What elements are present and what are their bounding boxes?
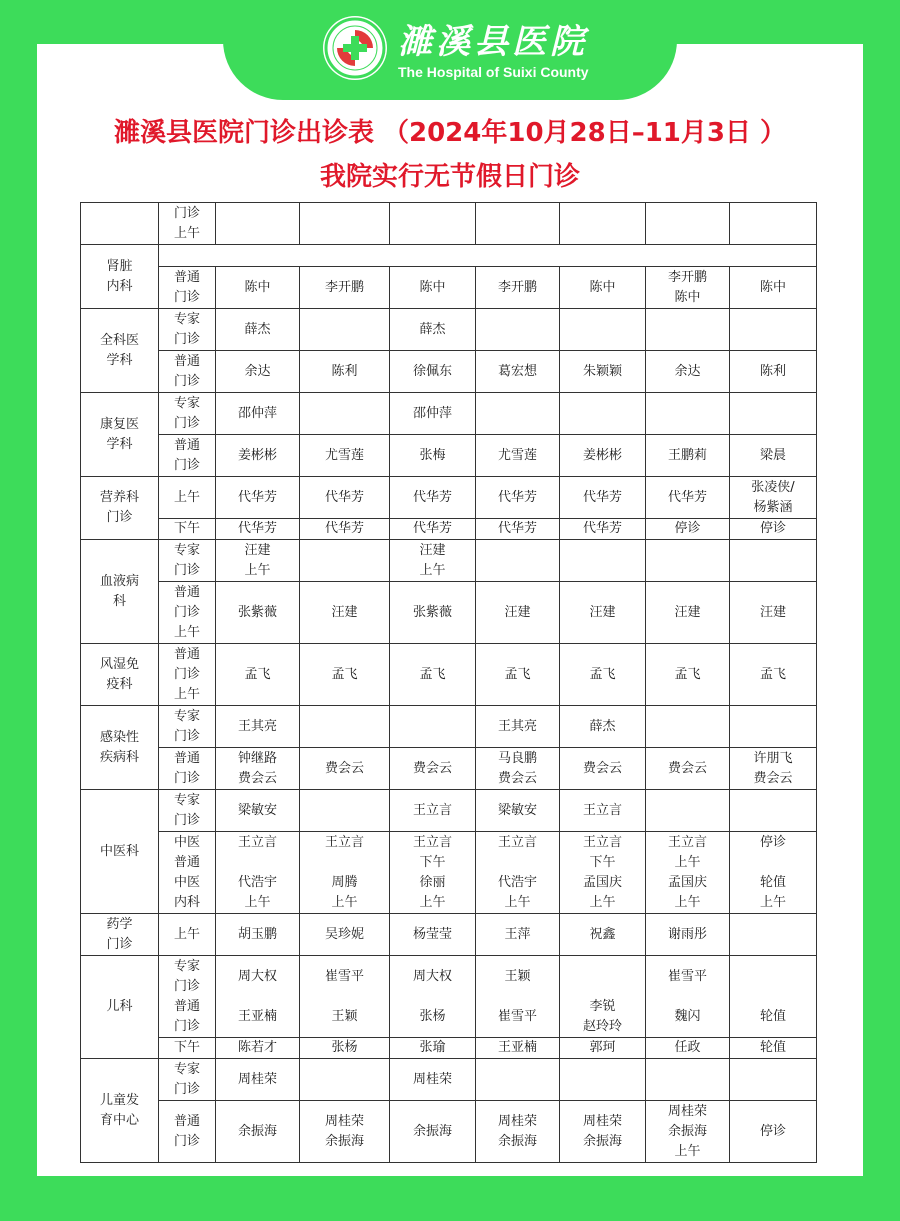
table-cell: 费会云 (560, 748, 646, 790)
table-cell: 钟继路 费会云 (216, 748, 300, 790)
table-cell: 徐佩东 (390, 351, 476, 393)
table-cell: 周桂荣 余振海 上午 (646, 1101, 730, 1163)
table-cell (300, 790, 390, 832)
table-cell: 余达 (646, 351, 730, 393)
table-cell (646, 790, 730, 832)
table-cell: 薛杰 (560, 706, 646, 748)
table-cell: 专家 门诊 普通 门诊 (159, 956, 216, 1038)
table-cell: 李锐 赵玲玲 (560, 956, 646, 1038)
table-cell: 代华芳 (216, 519, 300, 540)
table-cell: 胡玉鹏 (216, 914, 300, 956)
table-cell: 汪建 (300, 582, 390, 644)
table-cell: 薛杰 (390, 309, 476, 351)
table-cell: 许朋飞 费会云 (730, 748, 817, 790)
table-cell: 陈中 (730, 267, 817, 309)
table-row (81, 706, 817, 748)
table-cell: 张紫薇 (390, 582, 476, 644)
table-cell: 孟飞 (390, 644, 476, 706)
table-row (81, 267, 817, 309)
table-cell (560, 540, 646, 582)
department-cell: 全科医 学科 (81, 309, 159, 393)
schedule-title: 濉溪县医院门诊出诊表 （2024年10月28日–11月3日 ） (113, 118, 787, 148)
table-row (81, 956, 817, 1038)
table-cell: 周桂荣 (390, 1059, 476, 1101)
table-cell (390, 706, 476, 748)
table-cell: 代华芳 (476, 477, 560, 519)
table-cell: 余达 (216, 351, 300, 393)
table-cell: 王立言 (390, 790, 476, 832)
table-cell: 下午 (159, 519, 216, 540)
table-cell: 专家 门诊 (159, 393, 216, 435)
table-cell: 周桂荣 (216, 1059, 300, 1101)
table-cell: 王亚楠 (476, 1038, 560, 1059)
table-row (81, 519, 817, 540)
table-cell: 王立言 下午 徐丽 上午 (390, 832, 476, 914)
table-cell (159, 245, 817, 267)
table-cell: 孟飞 (560, 644, 646, 706)
table-cell (560, 309, 646, 351)
table-cell: 王其亮 (216, 706, 300, 748)
table-cell: 汪建 (730, 582, 817, 644)
table-cell (300, 706, 390, 748)
table-cell (476, 393, 560, 435)
table-cell: 尤雪莲 (300, 435, 390, 477)
table-cell: 王立言 下午 孟国庆 上午 (560, 832, 646, 914)
table-cell: 张瑜 (390, 1038, 476, 1059)
table-cell: 上午 (159, 914, 216, 956)
table-cell: 孟飞 (646, 644, 730, 706)
hospital-logo-chinese: 濉溪县医院 (398, 22, 588, 62)
table-cell: 周桂荣 余振海 (300, 1101, 390, 1163)
table-cell: 陈中 (560, 267, 646, 309)
table-cell: 任政 (646, 1038, 730, 1059)
table-cell (300, 393, 390, 435)
table-cell: 马良鹏 费会云 (476, 748, 560, 790)
table-cell: 孟飞 (476, 644, 560, 706)
table-cell (730, 309, 817, 351)
department-cell: 感染性 疾病科 (81, 706, 159, 790)
table-cell: 普通 门诊 (159, 267, 216, 309)
table-row (81, 393, 817, 435)
table-cell: 祝鑫 (560, 914, 646, 956)
table-cell (216, 203, 300, 245)
table-cell: 周大权 王亚楠 (216, 956, 300, 1038)
table-cell: 停诊 轮值 上午 (730, 832, 817, 914)
table-cell: 姜彬彬 (216, 435, 300, 477)
table-cell: 吴珍妮 (300, 914, 390, 956)
table-row (81, 540, 817, 582)
table-cell: 普通 门诊 上午 (159, 582, 216, 644)
table-cell: 孟飞 (300, 644, 390, 706)
table-cell: 代华芳 (216, 477, 300, 519)
table-cell: 专家 门诊 (159, 706, 216, 748)
department-cell: 儿科 (81, 956, 159, 1059)
table-cell: 代华芳 (646, 477, 730, 519)
table-cell: 周桂荣 余振海 (476, 1101, 560, 1163)
table-cell: 崔雪平 魏闪 (646, 956, 730, 1038)
table-cell (730, 790, 817, 832)
table-cell (476, 540, 560, 582)
table-cell (646, 203, 730, 245)
table-cell: 中医 普通 中医 内科 (159, 832, 216, 914)
table-cell: 下午 (159, 1038, 216, 1059)
table-cell: 邵仲萍 (216, 393, 300, 435)
table-cell: 停诊 (730, 1101, 817, 1163)
table-cell: 邵仲萍 (390, 393, 476, 435)
table-cell: 张杨 (300, 1038, 390, 1059)
department-cell: 中医科 (81, 790, 159, 914)
table-row (81, 1038, 817, 1059)
table-cell: 普通 门诊 (159, 435, 216, 477)
table-cell: 余振海 (216, 1101, 300, 1163)
table-cell: 谢雨彤 (646, 914, 730, 956)
table-cell: 陈中 (216, 267, 300, 309)
table-row (81, 748, 817, 790)
table-cell (646, 393, 730, 435)
table-cell: 专家 门诊 (159, 309, 216, 351)
table-cell: 停诊 (730, 519, 817, 540)
table-cell: 李开鹏 (300, 267, 390, 309)
table-cell: 代华芳 (390, 477, 476, 519)
table-cell (81, 203, 159, 245)
table-cell: 专家 门诊 (159, 790, 216, 832)
table-cell (300, 203, 390, 245)
department-cell: 营养科 门诊 (81, 477, 159, 540)
table-cell: 姜彬彬 (560, 435, 646, 477)
table-cell: 代华芳 (560, 477, 646, 519)
table-row (81, 644, 817, 706)
table-cell: 王鹏莉 (646, 435, 730, 477)
table-cell (390, 203, 476, 245)
table-cell (560, 203, 646, 245)
table-cell: 陈中 (390, 267, 476, 309)
table-cell: 郭珂 (560, 1038, 646, 1059)
table-cell (730, 1059, 817, 1101)
table-cell (300, 540, 390, 582)
table-cell: 张梅 (390, 435, 476, 477)
table-cell (646, 540, 730, 582)
table-cell (560, 1059, 646, 1101)
table-row (81, 309, 817, 351)
table-cell (476, 1059, 560, 1101)
table-cell (730, 393, 817, 435)
department-cell: 风湿免 疫科 (81, 644, 159, 706)
table-cell: 王立言 上午 孟国庆 上午 (646, 832, 730, 914)
table-cell: 汪建 (646, 582, 730, 644)
table-cell: 停诊 (646, 519, 730, 540)
table-row (81, 914, 817, 956)
table-row (81, 790, 817, 832)
table-cell: 代华芳 (300, 519, 390, 540)
table-row (81, 435, 817, 477)
table-cell (476, 203, 560, 245)
table-cell: 普通 门诊 (159, 1101, 216, 1163)
table-cell: 朱颖颖 (560, 351, 646, 393)
table-cell: 王立言 代浩宇 上午 (476, 832, 560, 914)
table-cell: 汪建 上午 (216, 540, 300, 582)
table-row (81, 245, 817, 267)
department-cell: 药学 门诊 (81, 914, 159, 956)
table-cell: 陈若才 (216, 1038, 300, 1059)
table-cell: 陈利 (300, 351, 390, 393)
table-cell: 杨莹莹 (390, 914, 476, 956)
table-row (81, 1059, 817, 1101)
table-cell: 代华芳 (300, 477, 390, 519)
table-cell: 王颖 崔雪平 (476, 956, 560, 1038)
department-cell: 儿童发 育中心 (81, 1059, 159, 1163)
table-cell: 王立言 周腾 上午 (300, 832, 390, 914)
hospital-logo-english: The Hospital of Suixi County (398, 64, 589, 80)
table-cell: 专家 门诊 (159, 540, 216, 582)
table-cell (300, 1059, 390, 1101)
department-cell: 血液病 科 (81, 540, 159, 644)
table-cell: 汪建 (560, 582, 646, 644)
table-cell: 代华芳 (560, 519, 646, 540)
table-cell: 张紫薇 (216, 582, 300, 644)
table-cell: 轮值 (730, 956, 817, 1038)
table-row (81, 1101, 817, 1163)
table-cell: 王立言 代浩宇 上午 (216, 832, 300, 914)
table-cell: 孟飞 (216, 644, 300, 706)
table-cell: 李开鹏 陈中 (646, 267, 730, 309)
table-row (81, 203, 817, 245)
table-cell: 孟飞 (730, 644, 817, 706)
table-cell: 代华芳 (476, 519, 560, 540)
table-cell: 梁晨 (730, 435, 817, 477)
table-row (81, 582, 817, 644)
table-cell: 费会云 (390, 748, 476, 790)
table-cell (560, 393, 646, 435)
table-cell: 专家 门诊 (159, 1059, 216, 1101)
table-cell: 葛宏想 (476, 351, 560, 393)
table-cell: 上午 (159, 477, 216, 519)
table-cell: 张凌侠/ 杨紫涵 (730, 477, 817, 519)
table-cell: 轮值 (730, 1038, 817, 1059)
table-cell: 王萍 (476, 914, 560, 956)
table-cell: 尤雪莲 (476, 435, 560, 477)
table-cell (476, 309, 560, 351)
table-cell: 余振海 (390, 1101, 476, 1163)
table-cell: 梁敏安 (476, 790, 560, 832)
table-cell: 王其亮 (476, 706, 560, 748)
table-cell: 陈利 (730, 351, 817, 393)
table-cell: 普通 门诊 (159, 748, 216, 790)
table-cell: 普通 门诊 (159, 351, 216, 393)
table-row (81, 832, 817, 914)
table-cell: 汪建 (476, 582, 560, 644)
table-cell (300, 309, 390, 351)
table-cell: 周大权 张杨 (390, 956, 476, 1038)
table-cell: 王立言 (560, 790, 646, 832)
table-cell (646, 706, 730, 748)
table-cell: 薛杰 (216, 309, 300, 351)
table-cell: 费会云 (646, 748, 730, 790)
table-cell: 崔雪平 王颖 (300, 956, 390, 1038)
table-row (81, 351, 817, 393)
clinic-schedule-table (80, 202, 817, 1163)
table-cell: 门诊 上午 (159, 203, 216, 245)
table-cell: 李开鹏 (476, 267, 560, 309)
table-cell: 汪建 上午 (390, 540, 476, 582)
department-cell: 肾脏 内科 (81, 245, 159, 309)
table-row (81, 477, 817, 519)
table-cell: 梁敏安 (216, 790, 300, 832)
table-cell: 周桂荣 余振海 (560, 1101, 646, 1163)
table-cell (646, 1059, 730, 1101)
table-cell (730, 203, 817, 245)
table-cell: 费会云 (300, 748, 390, 790)
table-cell (646, 309, 730, 351)
table-cell (730, 706, 817, 748)
table-cell: 普通 门诊 上午 (159, 644, 216, 706)
schedule-subtitle: 我院实行无节假日门诊 (319, 162, 580, 192)
department-cell: 康复医 学科 (81, 393, 159, 477)
table-cell (730, 914, 817, 956)
hospital-emblem-icon (323, 16, 387, 80)
table-cell: 代华芳 (390, 519, 476, 540)
table-cell (730, 540, 817, 582)
